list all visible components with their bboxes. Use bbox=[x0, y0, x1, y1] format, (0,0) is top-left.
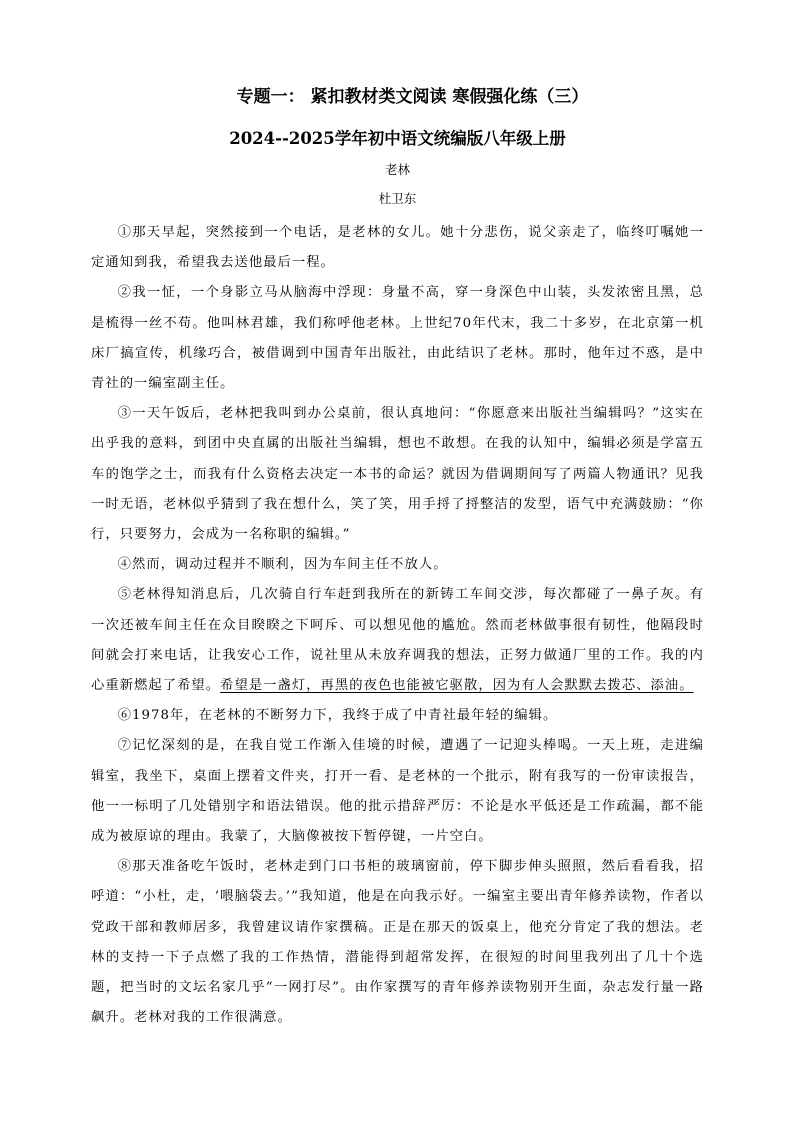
page-title: 专题一： 紧扣教材类文阅读 寒假强化练（三） bbox=[236, 87, 589, 107]
article-body bbox=[91, 218, 704, 1033]
paragraph-4: ④然而，调动过程并不顺利，因为车间主任不放人。 bbox=[117, 557, 448, 573]
paragraph-3: ③一天午饭后，老林把我叫到办公桌前，很认真地问：“你愿意来出版社当编辑吗？”这实在出乎我的意料，到团中央直属的出版社当编辑，想也不敢想。在我的认知中，编辑必须是学富五车的饱学之士，而我有什么资格去决定一本书的命运？就因为借调期间写了两篇人物通讯？见我一时无语，老林似乎猜到了我在想什么，笑了笑，用手捋了捋整洁的发型，语气中充满鼓励：“你行，只要努力，会成为一名称职的编辑。” bbox=[91, 406, 704, 543]
article-title: 老林 bbox=[384, 162, 410, 177]
article-author: 杜卫东 bbox=[378, 191, 417, 206]
paragraph-6: ⑥1978年，在老林的不断努力下，我终于成了中青社最年轻的编辑。 bbox=[117, 708, 558, 724]
paragraph-8: ⑧那天准备吃午饭时，老林走到门口书柜的玻璃窗前，停下脚步伸头照照，然后看看我，招呼道：“小杜，走，‘喂脑袋去。’”我知道，他是在向我示好。一编室主要出青年修养读物，作者以党政干部和教师居多，我曾建议请作家撰稿。正是在那天的饭桌上，他充分肯定了我的想法。老林的支持一下子点燃了我的工作热情，潜能得到超常发挥，在很短的时间里我列出了几十个选题，把当时的文坛名家几乎“一网打尽”。由作家撰写的青年修养读物别开生面，杂志发行量一路飙升。老林对我的工作很满意。 bbox=[91, 859, 704, 1026]
paragraph-7: ⑦记忆深刻的是，在我自觉工作渐入佳境的时候，遭遇了一记迎头棒喝。一天上班，走进编辑室，我坐下，桌面上摆着文件夹，打开一看、是老林的一个批示，附有我写的一份审读报告，他一一标明了几处错别字和语法错误。他的批示措辞严厉：不论是水平低还是工作疏漏，都不能成为被原谅的理由。我蒙了，大脑像被按下暂停键，一片空白。 bbox=[91, 738, 704, 845]
paragraph-5: ⑤老林得知消息后，几次骑自行车赶到我所在的新铸工车间交涉，每次都碰了一鼻子灰。有一次还被车间主任在众目睽睽之下呵斥、可以想见他的尴尬。然而老林做事很有韧性，他隔段时间就会打来电话，让我安心工作，说社里从未放弃调我的想法，正努力做通厂里的工作。我的内心重新燃起了希望。希望是一盏灯，再黑的夜色也能被它驱散，因为有人会默默去拨芯、添油。 bbox=[91, 587, 704, 694]
page-subtitle: 2024--2025学年初中语文统编版八年级上册 bbox=[229, 129, 566, 148]
paragraph-1: ①那天早起，突然接到一个电话，是老林的女儿。她十分悲伤，说父亲走了，临终叮嘱她一定通知到我，希望我去送他最后一程。 bbox=[91, 225, 704, 271]
underlined-sentence: 希望是一盏灯，再黑的夜色也能被它驱散，因为有人会默默去拨芯、添油。 bbox=[220, 678, 694, 694]
paragraph-2: ②我一怔，一个身影立马从脑海中浮现：身量不高，穿一身深色中山装，头发浓密且黑，总是梳得一丝不苟。他叫林君雄，我们称呼他老林。上世纪70年代末，我二十多岁，在北京第一机床厂搞宣传，机缘巧合，被借调到中国青年出版社，由此结识了老林。那时，他年过不惑，是中青社的一编室副主任。 bbox=[91, 285, 704, 392]
